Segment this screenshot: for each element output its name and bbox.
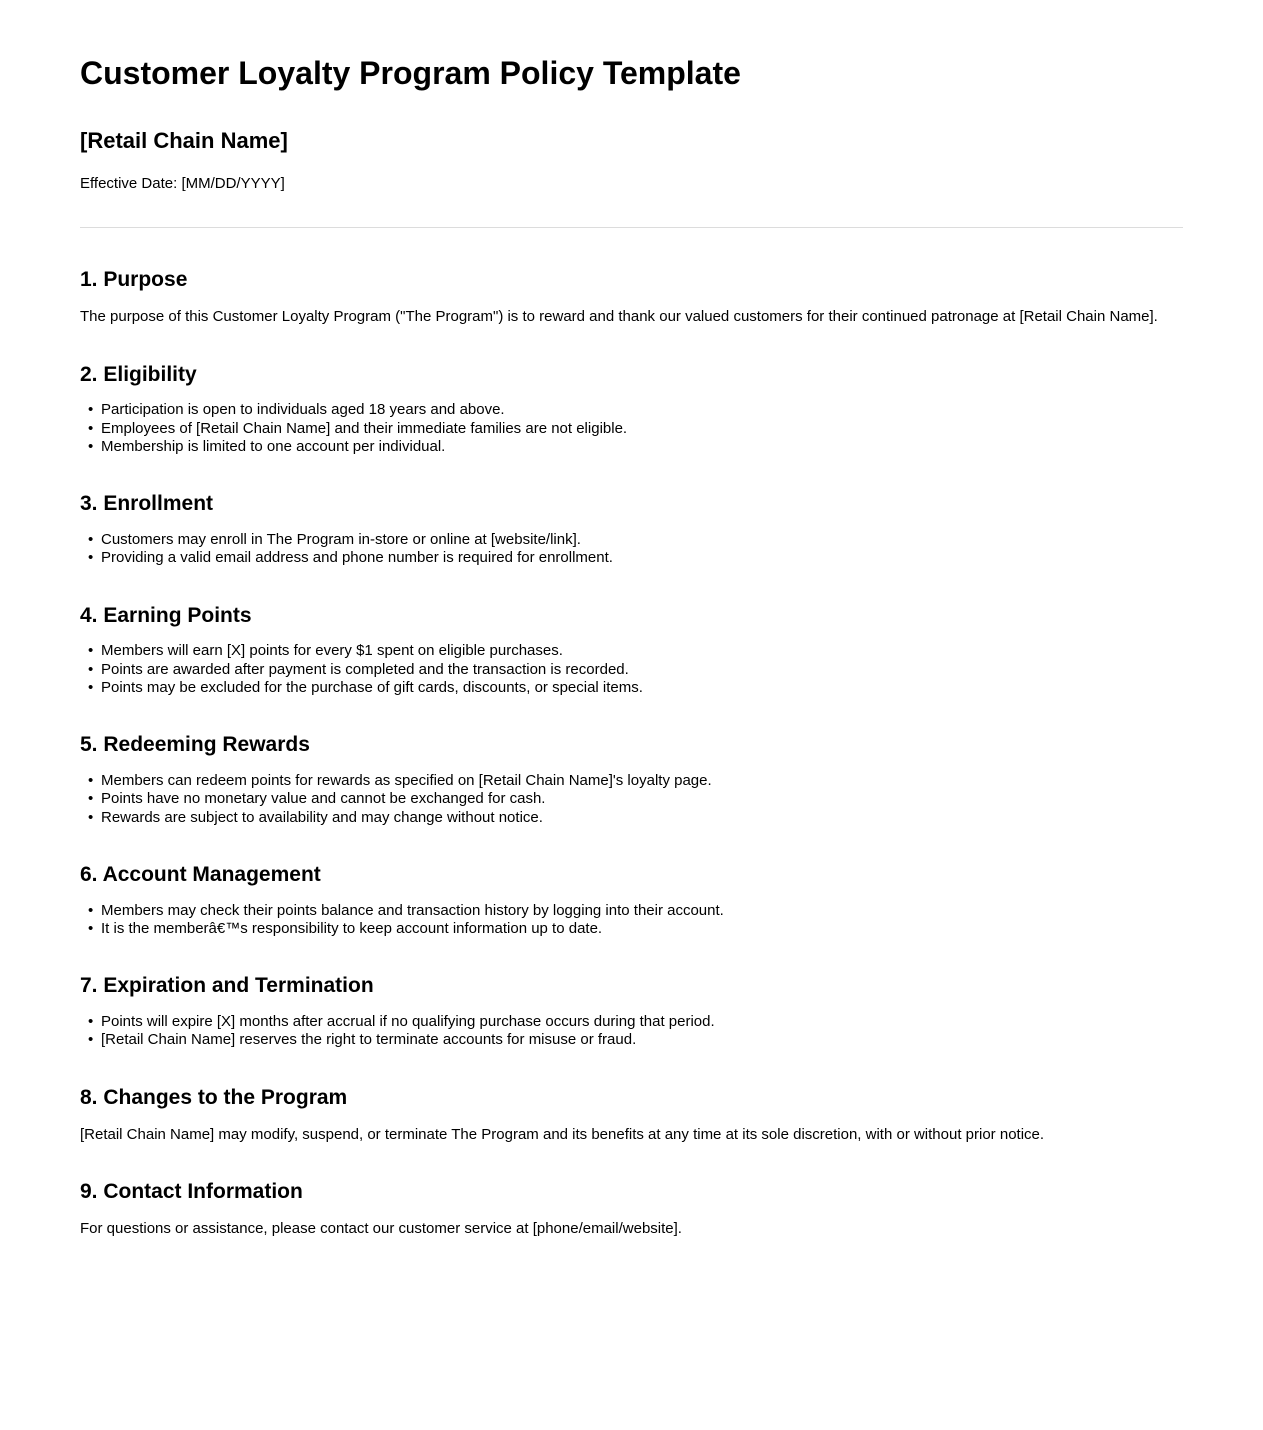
policy-section <box>80 492 1183 567</box>
section-heading: 4. Earning Points <box>80 603 252 627</box>
list-item: • Points may be excluded for the purchase of gift cards, discounts, or special items. <box>80 679 1183 697</box>
section-bullet-list <box>80 772 1183 827</box>
section-paragraph: [Retail Chain Name] may modify, suspend, or terminate The Program and its benefits at any time at its sole discretion, with or without prior notice. <box>80 1125 1045 1143</box>
policy-section <box>80 1086 1183 1145</box>
list-item: • Points have no monetary value and cannot be exchanged for cash. <box>80 790 1183 808</box>
policy-section <box>80 974 1183 1049</box>
section-heading: 2. Eligibility <box>80 362 197 386</box>
section-bullet-list <box>80 642 1183 697</box>
header-divider <box>80 227 1183 228</box>
section-heading: 6. Account Management <box>80 863 321 887</box>
policy-section <box>80 733 1183 827</box>
section-heading: 5. Redeeming Rewards <box>80 733 310 757</box>
page-title: Customer Loyalty Program Policy Template <box>80 55 741 91</box>
list-item: • Customers may enroll in The Program in-store or online at [website/link]. <box>80 531 1183 549</box>
effective-date-line: Effective Date: [MM/DD/YYYY] <box>80 175 285 193</box>
policy-section <box>80 863 1183 938</box>
retail-chain-name-heading: [Retail Chain Name] <box>80 127 288 153</box>
sections-container <box>80 268 1183 1239</box>
list-item: • [Retail Chain Name] reserves the right to terminate accounts for misuse or fraud. <box>80 1031 1183 1049</box>
list-item: • Participation is open to individuals aged 18 years and above. <box>80 401 1183 419</box>
section-paragraph: For questions or assistance, please contact our customer service at [phone/email/website]. <box>80 1220 682 1238</box>
list-item: • Providing a valid email address and phone number is required for enrollment. <box>80 549 1183 567</box>
list-item: • Members will earn [X] points for every $1 spent on eligible purchases. <box>80 642 1183 660</box>
list-item: • Membership is limited to one account per individual. <box>80 438 1183 456</box>
section-bullet-list <box>80 401 1183 456</box>
section-bullet-list <box>80 531 1183 568</box>
section-heading: 9. Contact Information <box>80 1180 303 1204</box>
section-heading: 8. Changes to the Program <box>80 1085 348 1109</box>
list-item: • Points will expire [X] months after accrual if no qualifying purchase occurs during that period. <box>80 1013 1183 1031</box>
section-paragraph: The purpose of this Customer Loyalty Program ("The Program") is to reward and thank our valued customers for their continued patronage at [Retail Chain Name]. <box>80 307 1158 325</box>
section-bullet-list <box>80 1013 1183 1050</box>
section-heading: 1. Purpose <box>80 268 188 292</box>
list-item: • It is the memberâ€™s responsibility to keep account information up to date. <box>80 920 1183 938</box>
section-heading: 7. Expiration and Termination <box>80 974 374 998</box>
list-item: • Members can redeem points for rewards as specified on [Retail Chain Name]'s loyalty page. <box>80 772 1183 790</box>
policy-section <box>80 1180 1183 1239</box>
list-item: • Points are awarded after payment is completed and the transaction is recorded. <box>80 661 1183 679</box>
policy-section <box>80 604 1183 698</box>
list-item: • Employees of [Retail Chain Name] and their immediate families are not eligible. <box>80 420 1183 438</box>
list-item: • Rewards are subject to availability and may change without notice. <box>80 809 1183 827</box>
section-heading: 3. Enrollment <box>80 492 214 516</box>
list-item: • Members may check their points balance and transaction history by logging into their account. <box>80 902 1183 920</box>
policy-section <box>80 363 1183 457</box>
page-bottom-space <box>80 1239 1183 1379</box>
policy-section <box>80 268 1183 327</box>
section-bullet-list <box>80 902 1183 939</box>
